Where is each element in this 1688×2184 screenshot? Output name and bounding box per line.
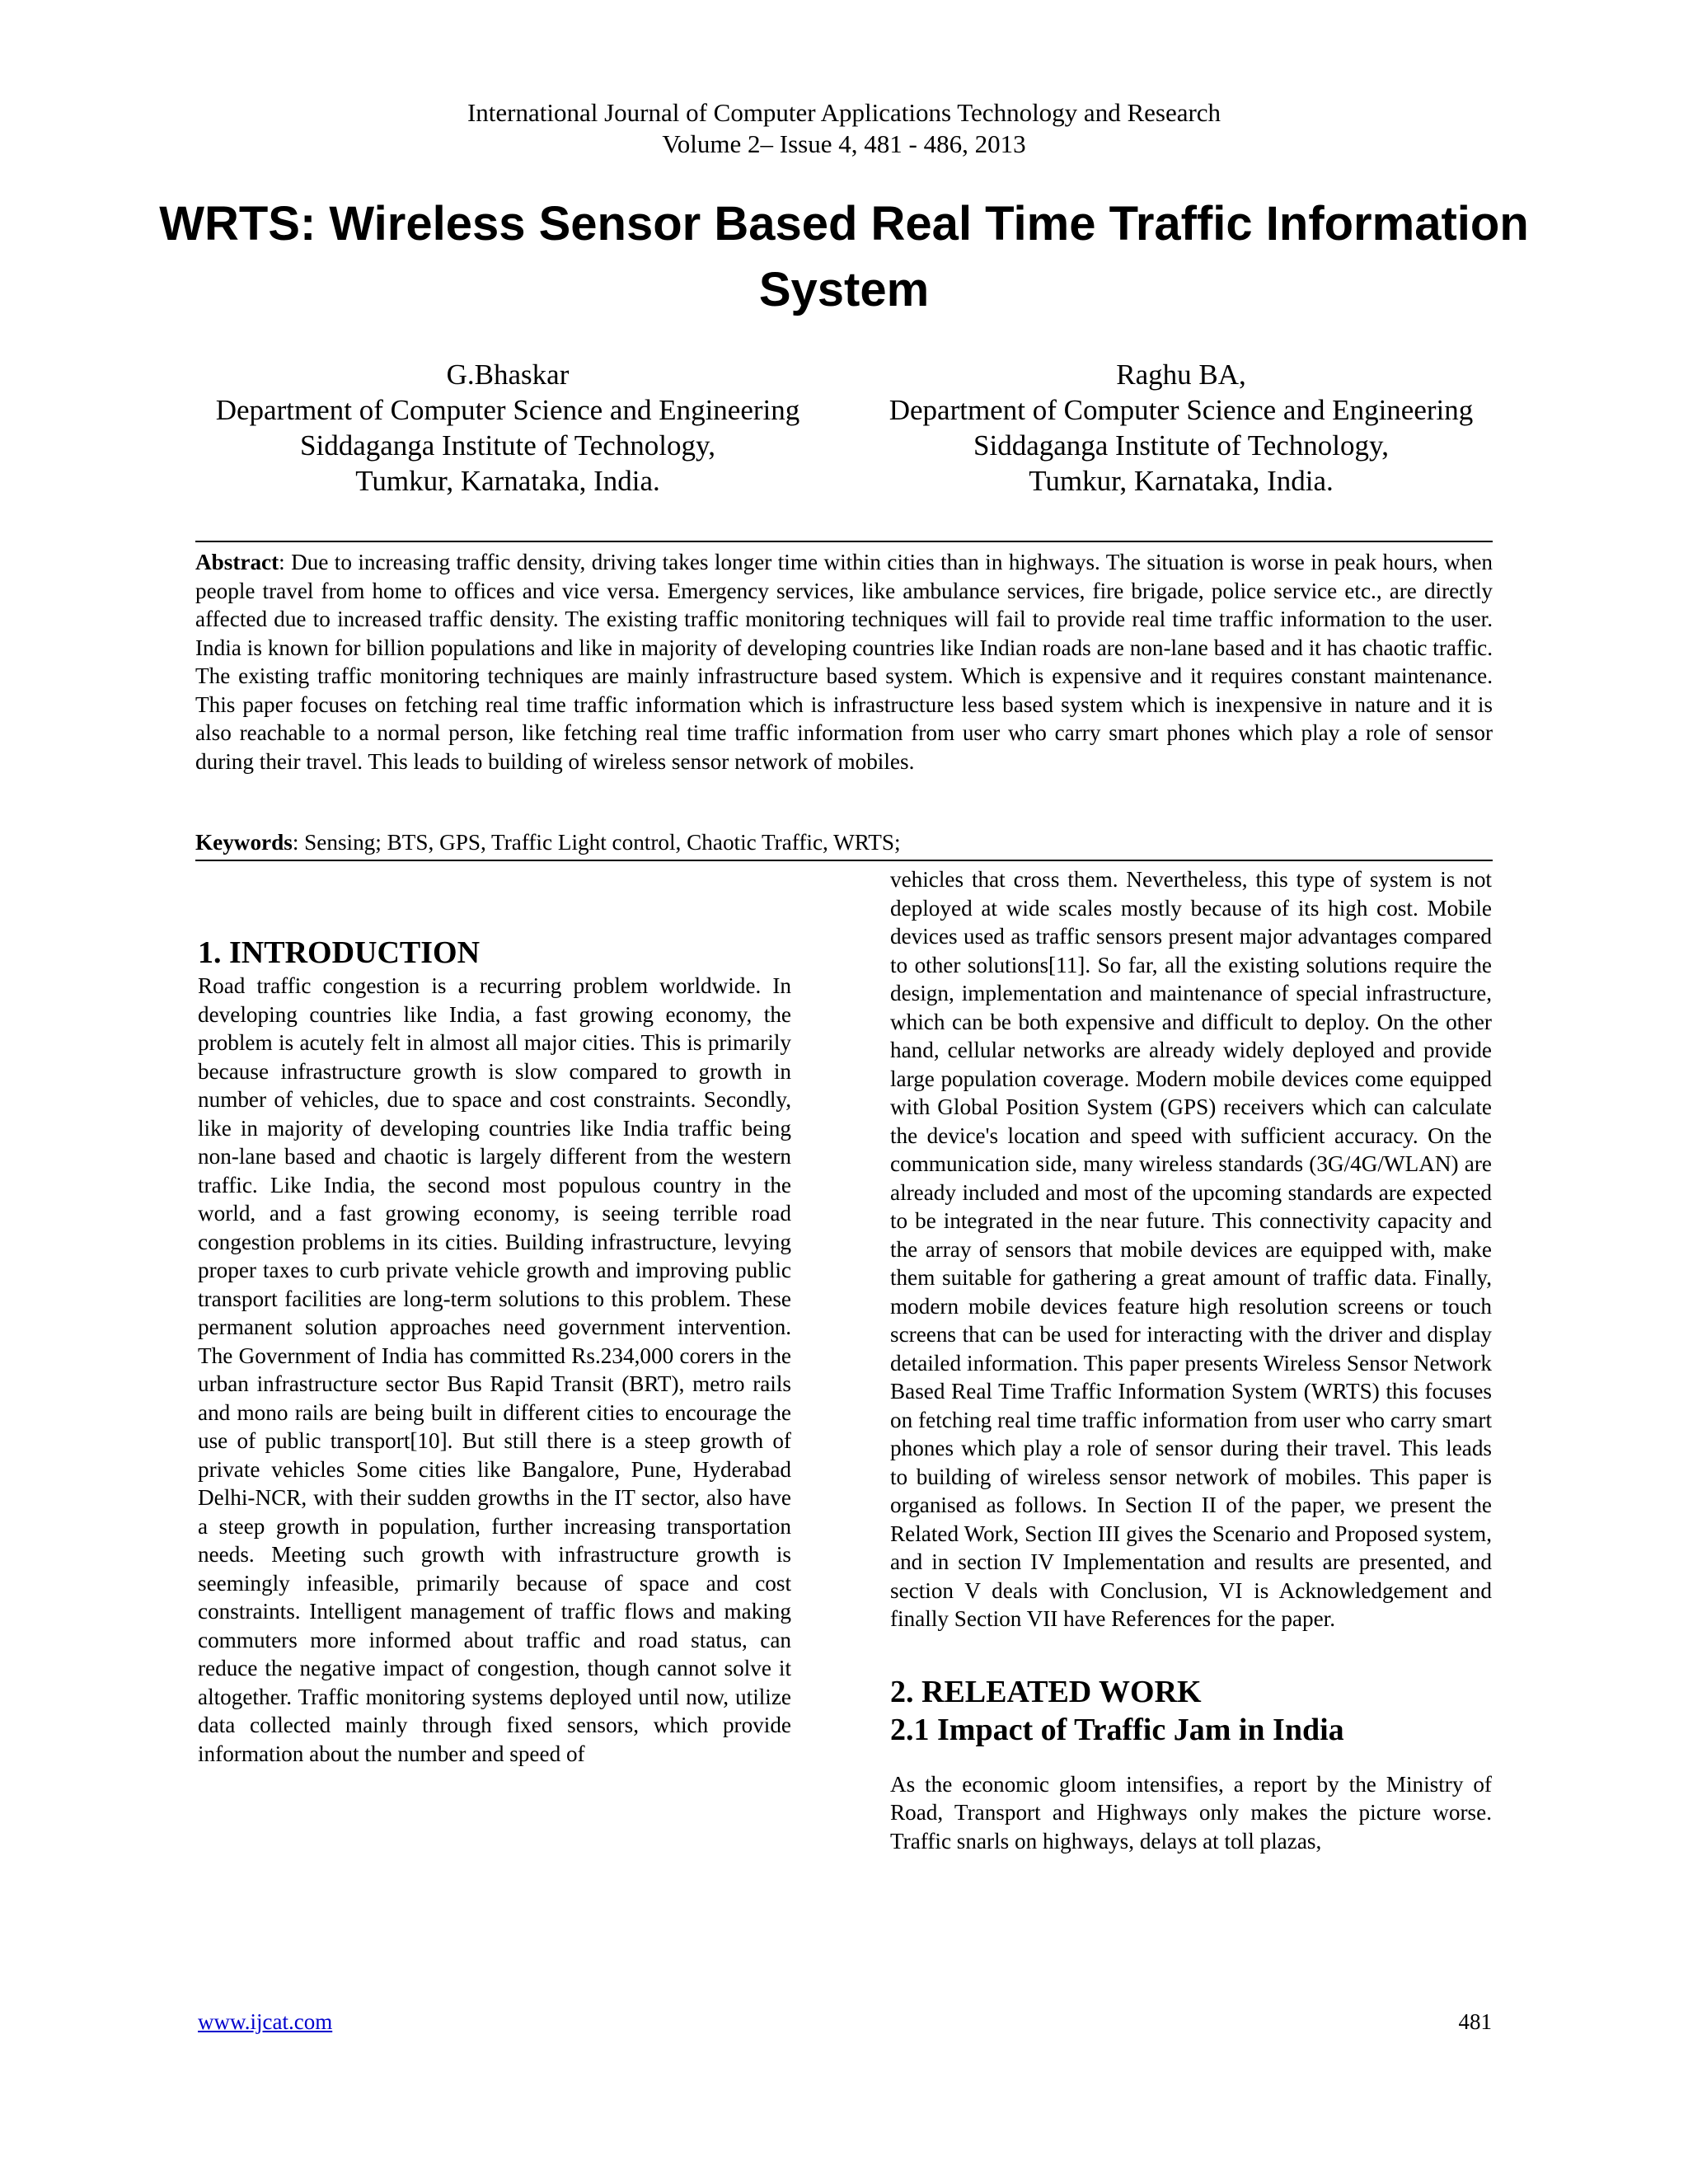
- introduction-continuation: vehicles that cross them. Nevertheless, this type of system is not deployed at wide scales mostly because of its high cost. Mobile devices used as traffic sensors present major advantages compared to other solutions[11]. So far, all the existing solutions require the design, implementation and maintenance of special infrastructure, which can be both expensive and difficult to deploy. On the other hand, cellular networks are already widely deployed and provide large population coverage. Modern mobile devices come equipped with Global Position System (GPS) receivers which can calculate the device's location and speed with sufficient accuracy. On the communication side, many wireless standards (3G/4G/WLAN) are already included and most of the upcoming standards are expected to be integrated in the near future. This connectivity capacity and the array of sensors that mobile devices are equipped with, make them suitable for gathering a great amount of traffic data. Finally, modern mobile devices feature high resolution screens or touch screens that can be used for interacting with the driver and display detailed information. This paper presents Wireless Sensor Network Based Real Time Traffic Information System (WRTS) this focuses on fetching real time traffic information from user who carry smart phones which play a role of sensor during their travel. This leads to building of wireless sensor network of mobiles. This paper is organised as follows. In Section II of the paper, we present the Related Work, Section III gives the Scenario and Proposed system, and in section IV Implementation and results are presented, and section V deals with Conclusion, VI is Acknowledgement and finally Section VII have References for the paper.: [890, 867, 1492, 1631]
- journal-name: International Journal of Computer Applications Technology and Research: [467, 98, 1221, 127]
- journal-volume: Volume 2– Issue 4, 481 - 486, 2013: [662, 129, 1026, 158]
- abstract-text: : Due to increasing traffic density, driving takes longer time within cities than in highways. The situation is worse in peak hours, when people travel from home to offices and vice versa. Emergency services, like ambulance services, fire brigade, police service etc., are directly affected due to increased traffic density. The existing traffic monitoring techniques will fail to provide real time traffic information to the user. India is known for billion populations and like in majority of developing countries like Indian roads are non-lane based and it has chaotic traffic. The existing traffic monitoring techniques are mainly infrastructure based system. Which is expensive and it requires constant maintenance. This paper focuses on fetching real time traffic information which is infrastructure less based system which is inexpensive in nature and it is also reachable to a normal person, like fetching real time traffic information from user who carry smart phones which play a role of sensor during their travel. This leads to building of wireless sensor network of mobiles.: [195, 550, 1493, 774]
- footer-link[interactable]: www.ijcat.com: [198, 2009, 333, 2034]
- author-department: Department of Computer Science and Engineering: [889, 394, 1474, 426]
- right-column: [890, 865, 1492, 1855]
- abstract-top-rule: [195, 541, 1493, 542]
- subsection-heading-traffic-jam: 2.1 Impact of Traffic Jam in India: [890, 1712, 1344, 1747]
- introduction-paragraph: Road traffic congestion is a recurring problem worldwide. In developing countries like India, a fast growing economy, the problem is acutely felt in almost all major cities. This is primarily because infrastructure growth is slow compared to growth in number of vehicles, due to space and cost constraints. Secondly, like in majority of developing countries like India traffic being non-lane based and chaotic is largely different from the western traffic. Like India, the second most populous country in the world, and a fast growing economy, is seeing terrible road congestion problems in its cities. Building infrastructure, levying proper taxes to curb private vehicle growth and improving public transport facilities are long-term solutions to this problem. These permanent solution approaches need government intervention. The Government of India has committed Rs.234,000 corers in the urban infrastructure sector Bus Rapid Transit (BRT), metro rails and mono rails are being built in different cities to encourage the use of public transport[10]. But still there is a steep growth of private vehicles Some cities like Bangalore, Pune, Hyderabad Delhi-NCR, with their sudden growths in the IT sector, also have a steep growth in population, further increasing transportation needs. Meeting such growth with infrastructure growth is seemingly infeasible, primarily because of space and cost constraints. Intelligent management of traffic flows and making commuters more informed about traffic and road status, can reduce the negative impact of congestion, though cannot solve it altogether. Traffic monitoring systems deployed until now, utilize data collected mainly through fixed sensors, which provide information about the number and speed of: [198, 973, 791, 1766]
- author-department: Department of Computer Science and Engineering: [215, 394, 800, 426]
- keywords-bottom-rule: [195, 860, 1493, 861]
- keywords-label: Keywords: [195, 830, 293, 855]
- keywords-text: : Sensing; BTS, GPS, Traffic Light control, Chaotic Traffic, WRTS;: [292, 830, 901, 855]
- section-heading-introduction: 1. INTRODUCTION: [198, 935, 481, 970]
- author-institute: Siddaganga Institute of Technology,: [973, 429, 1389, 462]
- author-name: Raghu BA,: [1116, 359, 1246, 391]
- author-name: G.Bhaskar: [446, 359, 570, 391]
- journal-header: [0, 97, 1688, 160]
- author-institute: Siddaganga Institute of Technology,: [300, 429, 715, 462]
- abstract-label: Abstract: [195, 550, 279, 574]
- page-number: 481: [1458, 2009, 1492, 2034]
- author-block-2: [851, 357, 1511, 499]
- section-heading-related-work: 2. RELEATED WORK: [890, 1674, 1202, 1709]
- subsection-paragraph: As the economic gloom intensifies, a report by the Ministry of Road, Transport and Highways only makes the picture worse. Traffic snarls on highways, delays at toll plazas,: [890, 1771, 1492, 1854]
- author-location: Tumkur, Karnataka, India.: [1029, 465, 1334, 497]
- keywords: [195, 828, 1493, 856]
- author-location: Tumkur, Karnataka, India.: [355, 465, 660, 497]
- author-block-1: [178, 357, 837, 499]
- paper-title: WRTS: Wireless Sensor Based Real Time Traffic Information System: [159, 197, 1529, 316]
- abstract: [195, 548, 1493, 776]
- left-column: [198, 934, 791, 1768]
